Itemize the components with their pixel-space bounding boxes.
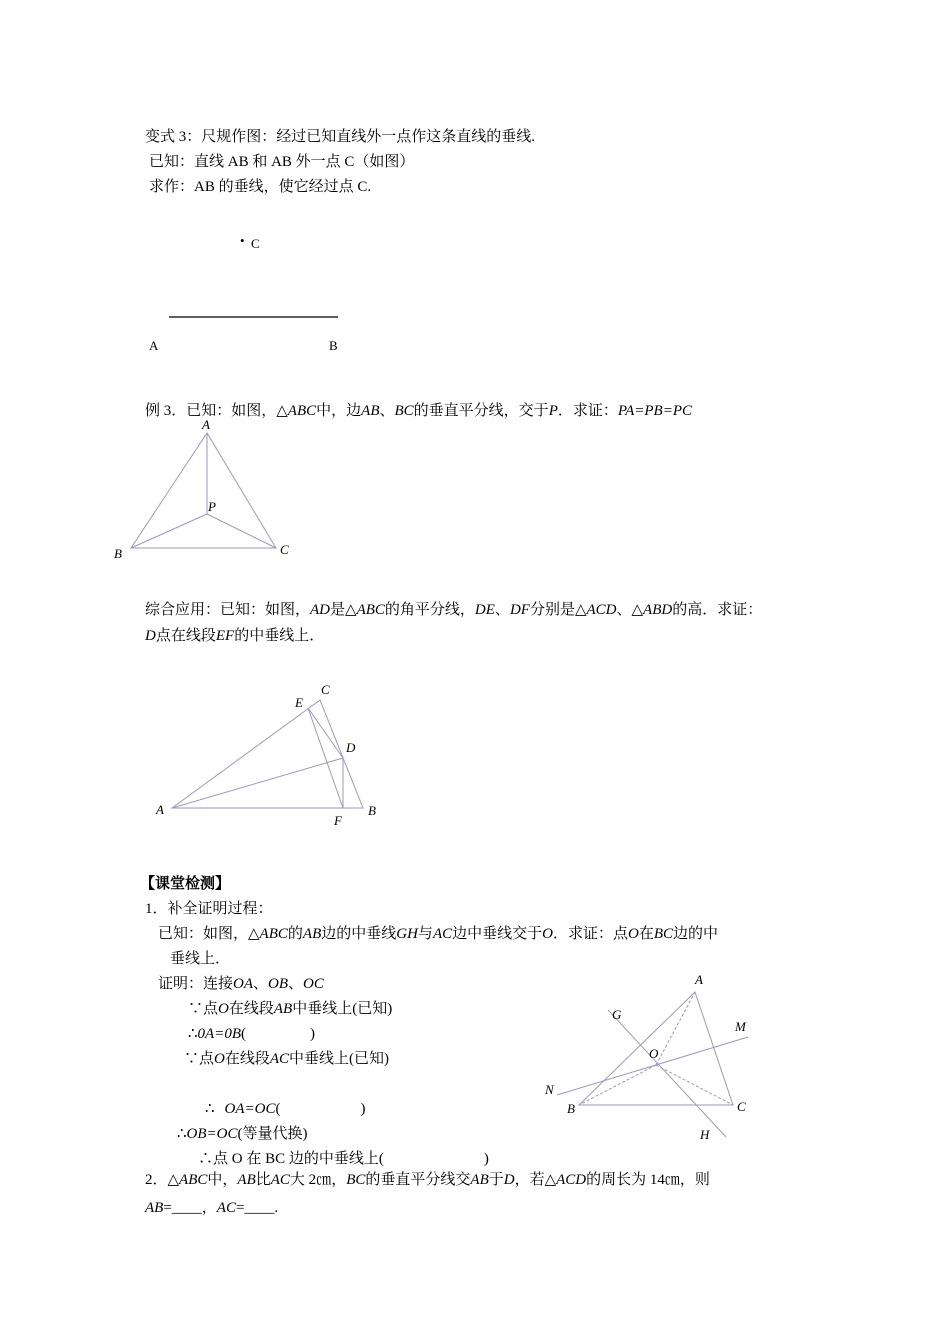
point-c-dot: •	[240, 233, 245, 248]
q1-title: 1．补全证明过程：	[145, 901, 273, 917]
label-d: D	[346, 740, 356, 755]
q2-line1: 2．△ABC中，AB比AC大 2㎝，BC的垂直平分线交AB于D，若△ACD的周长为 14㎝，则	[145, 1172, 710, 1188]
application-line1: 综合应用：已知：如图，AD是△ABC的角平分线，DE、DF分别是△ACD、△ABD的高．求证：	[145, 602, 763, 618]
segment-ef	[308, 708, 343, 808]
proof-step-1: 证明：连接OA、OB、OC	[158, 976, 324, 992]
label-m: M	[735, 1019, 746, 1034]
line-gh	[608, 1010, 726, 1137]
proof-step-7: ∴点 O 在 BC 边的中垂线上( )	[198, 1151, 489, 1167]
point-c-label: C	[251, 236, 260, 251]
label-c: C	[737, 1099, 746, 1114]
segment-oa	[656, 992, 695, 1065]
variant3-title: 变式 3：尺规作图：经过已知直线外一点作这条直线的垂线.	[145, 129, 536, 145]
label-a: A	[156, 802, 164, 817]
proof-step-5: ∴ OA=OC( )	[205, 1101, 366, 1117]
triangle-abc	[172, 700, 363, 808]
label-g: G	[612, 1007, 622, 1022]
label-c: C	[280, 542, 289, 557]
label-n: N	[545, 1082, 554, 1097]
point-a-label: A	[149, 338, 159, 353]
segment-de	[308, 708, 343, 758]
example3-text: 例 3．已知：如图，△ABC中，边AB、BC的垂直平分线，交于P．求证：PA=PB=PC	[145, 403, 693, 419]
section-heading: 【课堂检测】	[140, 876, 231, 892]
triangle-abc	[131, 433, 276, 548]
label-b: B	[114, 546, 122, 561]
proof-step-3: ∴0A=0B( )	[188, 1026, 315, 1042]
label-b: B	[368, 803, 376, 818]
label-c: C	[321, 682, 330, 697]
label-f: F	[334, 813, 342, 828]
variant3-given: 已知：直线 AB 和 AB 外一点 C（如图）	[149, 154, 415, 170]
label-a: A	[695, 972, 703, 987]
q1-given: 已知：如图，△ABC的AB边的中垂线GH与AC边中垂线交于O．求证：点O在BC边的中	[158, 926, 719, 942]
label-b: B	[567, 1101, 575, 1116]
q2-line2: AB=____，AC=____.	[145, 1200, 279, 1216]
proof-step-6: ∴OB=OC(等量代换)	[177, 1126, 308, 1142]
application-figure	[150, 680, 390, 830]
proof-step-2: ∵点O在线段AB中垂线上(已知)	[188, 1001, 393, 1017]
proof-step-4: ∵点O在线段AC中垂线上(已知)	[184, 1051, 390, 1067]
label-e: E	[295, 695, 303, 710]
point-b-label: B	[329, 338, 338, 353]
segment-ad	[172, 758, 343, 808]
example3-figure	[110, 415, 310, 565]
label-a: A	[202, 417, 210, 432]
variant3-figure	[140, 220, 370, 360]
q1-given-cont: 垂线上．	[170, 951, 231, 967]
label-h: H	[700, 1127, 710, 1142]
variant3-construct: 求作：AB 的垂线，使它经过点 C.	[149, 179, 372, 195]
q1-figure	[535, 965, 775, 1150]
application-line2: D点在线段EF的中垂线上．	[145, 628, 325, 644]
label-p: P	[208, 499, 216, 514]
label-o: O	[649, 1046, 659, 1061]
